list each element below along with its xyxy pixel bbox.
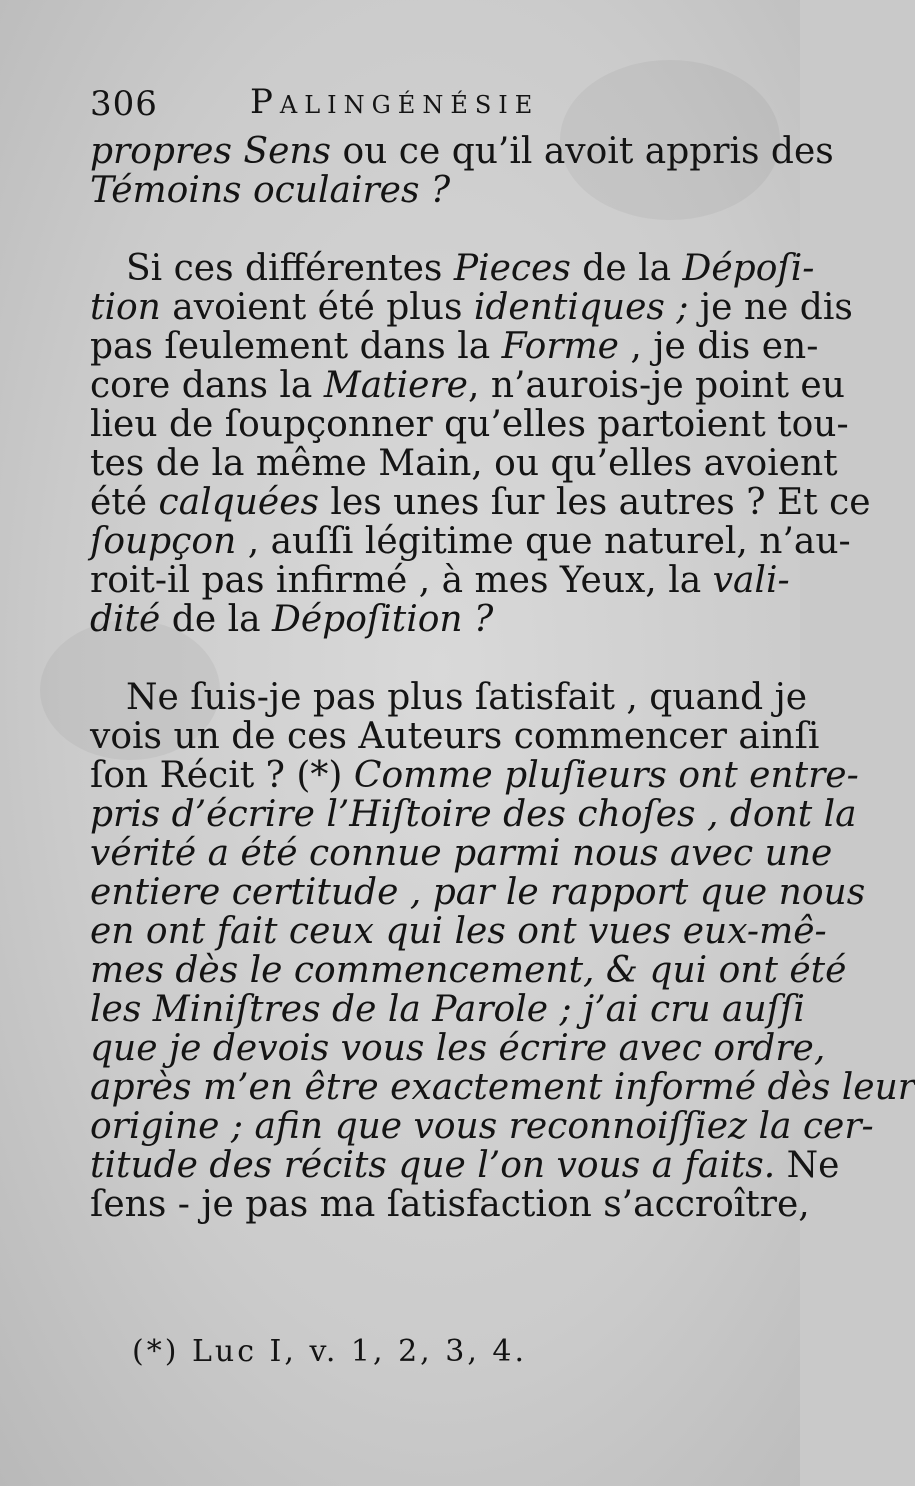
text-span: été: [90, 482, 159, 523]
text-line: [90, 248, 815, 289]
text-span: avoient été plus: [160, 287, 474, 328]
text-line: Témoins oculaires ?: [90, 170, 451, 211]
body-text: [90, 131, 915, 1225]
text-line: après m’en être exactement informé dès leur: [90, 1067, 915, 1108]
text-line: [90, 365, 845, 406]
text-span: Dépoſi-: [682, 248, 815, 289]
text-span: Si ces différentes: [126, 248, 454, 289]
text-line: [90, 600, 740, 639]
text-span: Pieces: [453, 248, 571, 289]
text-span: vali-: [712, 560, 790, 601]
text-line: [90, 560, 790, 601]
text-line: [90, 482, 871, 523]
text-span: Matiere: [323, 365, 468, 406]
page-header: [90, 78, 730, 128]
text-span: Ne: [775, 1145, 840, 1186]
text-span: les unes ſur les autres ? Et ce: [318, 482, 871, 523]
text-span: roit-il pas infirmé , à mes Yeux, la: [90, 560, 713, 601]
text-span: de la: [160, 599, 272, 640]
text-span: ſon Récit ? (*): [90, 755, 354, 796]
text-span: , n’aurois-je point eu: [467, 365, 845, 406]
footnote: (*) Luc I, v. 1, 2, 3, 4.: [132, 1334, 528, 1369]
text-span: , auſſi légitime que naturel, n’au-: [236, 521, 851, 562]
text-line: [90, 131, 834, 172]
text-span: Comme pluſieurs ont entre-: [353, 755, 859, 796]
text-span: dité: [90, 599, 161, 640]
text-line: que je devois vous les écrire avec ordre,: [90, 1028, 826, 1069]
text-line: origine ; afin que vous reconnoiſſiez la cer-: [90, 1106, 874, 1147]
text-line: entiere certitude , par le rapport que nous: [90, 872, 866, 913]
text-line: les Miniſtres de la Parole ; j’ai cru auſſi: [90, 989, 805, 1030]
text-span: pas ſeulement dans la: [90, 326, 502, 367]
text-line: Ne ſuis-je pas plus ſatisfait , quand je: [126, 677, 808, 718]
text-span: titude des récits que l’on vous a faits.: [90, 1145, 776, 1186]
text-line: [90, 521, 851, 562]
text-span: calquées: [158, 482, 319, 523]
text-line: [90, 755, 859, 796]
text-span: identiques ;: [473, 287, 689, 328]
text-line: [90, 287, 853, 328]
text-line: vérité a été connue parmi nous avec une: [90, 833, 833, 874]
paragraph-gap: [90, 639, 740, 678]
running-head: Palingénésie: [250, 82, 540, 122]
page-number: 306: [90, 84, 158, 124]
text-line: ſens - je pas ma ſatisfaction s’accroître,: [90, 1184, 810, 1225]
text-span: propres Sens: [90, 131, 332, 172]
text-span: je ne dis: [688, 287, 853, 328]
text-span: tion: [90, 287, 161, 328]
text-span: de la: [570, 248, 683, 289]
text-span: , je dis en-: [618, 326, 819, 367]
text-line: mes dès le commencement, & qui ont été: [90, 950, 847, 991]
text-line: [90, 1145, 840, 1186]
text-span: core dans la: [90, 365, 324, 406]
text-span: Forme: [501, 326, 619, 367]
text-line: [90, 326, 819, 367]
text-line: pris d’écrire l’Hiſtoire des choſes , dont la: [90, 794, 857, 835]
text-span: ou ce qu’il avoit appris des: [331, 131, 834, 172]
text-line: tes de la même Main, ou qu’elles avoient: [90, 443, 838, 484]
text-span: Dépoſition ?: [272, 599, 494, 640]
text-line: en ont fait ceux qui les ont vues eux-mê-: [90, 911, 827, 952]
text-line: vois un de ces Auteurs commencer ainſi: [90, 716, 820, 757]
paragraph-gap: [90, 210, 740, 249]
text-line: lieu de ſoupçonner qu’elles partoient tou-: [90, 404, 849, 445]
text-span: ſoupçon: [90, 521, 237, 562]
